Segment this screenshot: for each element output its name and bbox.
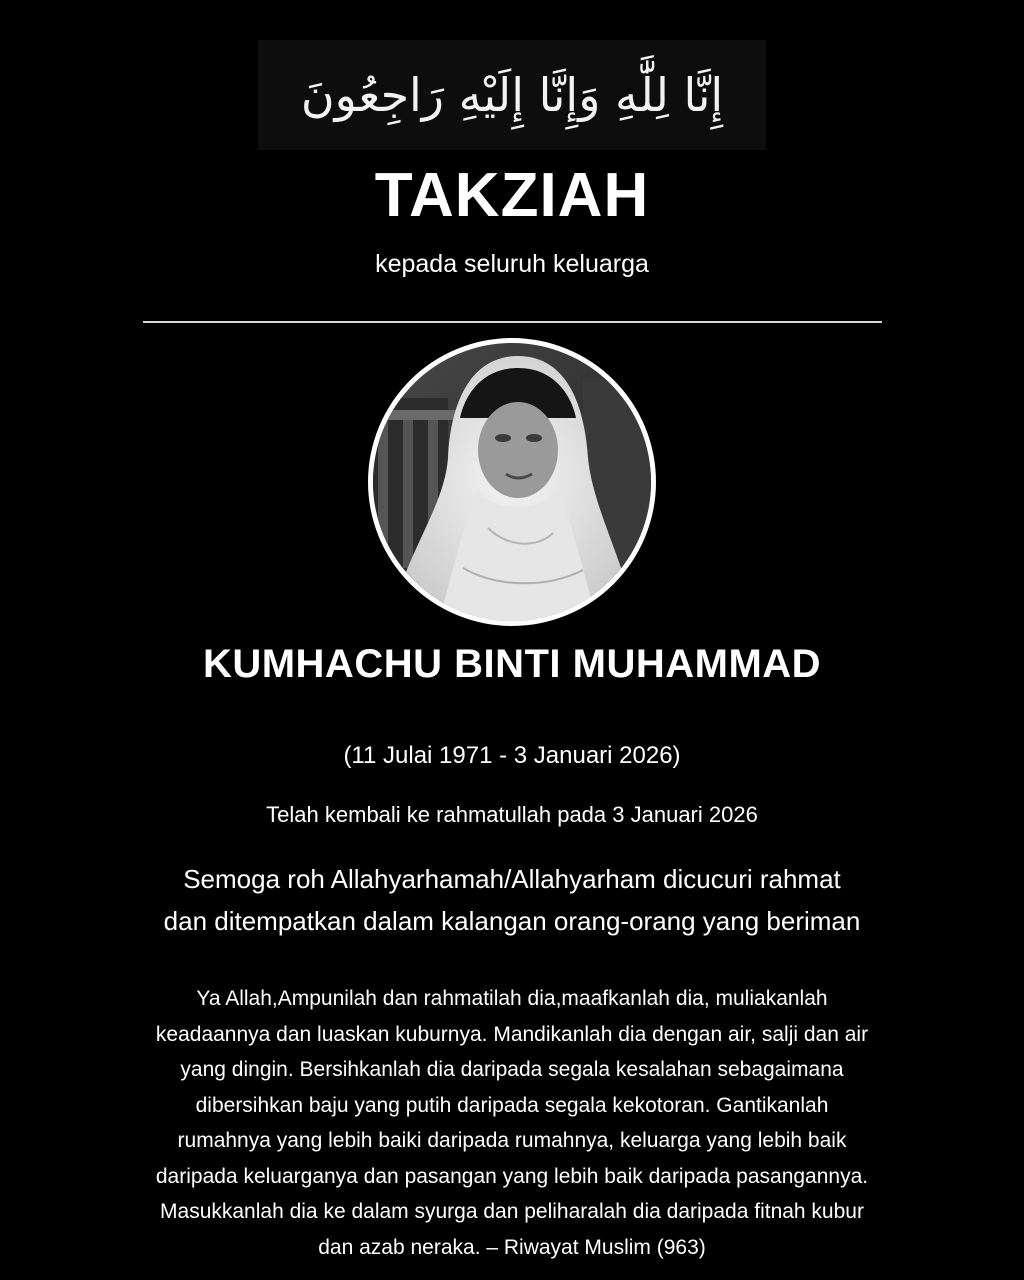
- arabic-verse: إِنَّا لِلَّٰهِ وَإِنَّا إِلَيْهِ رَاجِعُونَ: [300, 68, 724, 122]
- hadith-text: [0, 981, 1024, 1265]
- hadith-line: rumahnya yang lebih baiki daripada rumahnya, keluarga yang lebih baik: [177, 1129, 847, 1152]
- hadith-line: dan azab neraka. – Riwayat Muslim (963): [318, 1235, 706, 1259]
- hadith-line: keadaannya dan luaskan kuburnya. Mandikanlah dia dengan air, salji dan air: [155, 1022, 869, 1046]
- portrait-photo: [368, 338, 656, 626]
- divider: [143, 321, 882, 323]
- prayer-line: Semoga roh Allahyarhamah/Allahyarham dicucuri rahmat: [183, 864, 841, 894]
- hadith-line: Masukkanlah dia ke dalam syurga dan peliharalah dia daripada fitnah kubur: [160, 1200, 864, 1223]
- prayer-text: [0, 858, 1024, 942]
- hadith-line: daripada keluarganya dan pasangan yang lebih baik daripada pasangannya.: [155, 1164, 869, 1188]
- portrait-image: [368, 338, 656, 626]
- deceased-name: KUMHACHU BINTI MUHAMMAD: [202, 642, 822, 686]
- subtitle: kepada seluruh keluarga: [375, 250, 649, 278]
- life-dates: (11 Julai 1971 - 3 Januari 2026): [343, 742, 681, 769]
- page-title: TAKZIAH: [374, 161, 650, 230]
- hadith-line: Ya Allah,Ampunilah dan rahmatilah dia,maafkanlah dia, muliakanlah: [196, 987, 828, 1010]
- returned-note: Telah kembali ke rahmatullah pada 3 Januari 2026: [266, 802, 758, 827]
- arabic-verse-band: [258, 40, 766, 150]
- hadith-line: yang dingin. Bersihkanlah dia daripada segala kesalahan sebagaimana: [180, 1058, 844, 1081]
- hadith-line: dibersihkan baju yang putih daripada segala kekotoran. Gantikanlah: [195, 1093, 829, 1117]
- prayer-line: dan ditempatkan dalam kalangan orang-orang yang beriman: [163, 906, 861, 936]
